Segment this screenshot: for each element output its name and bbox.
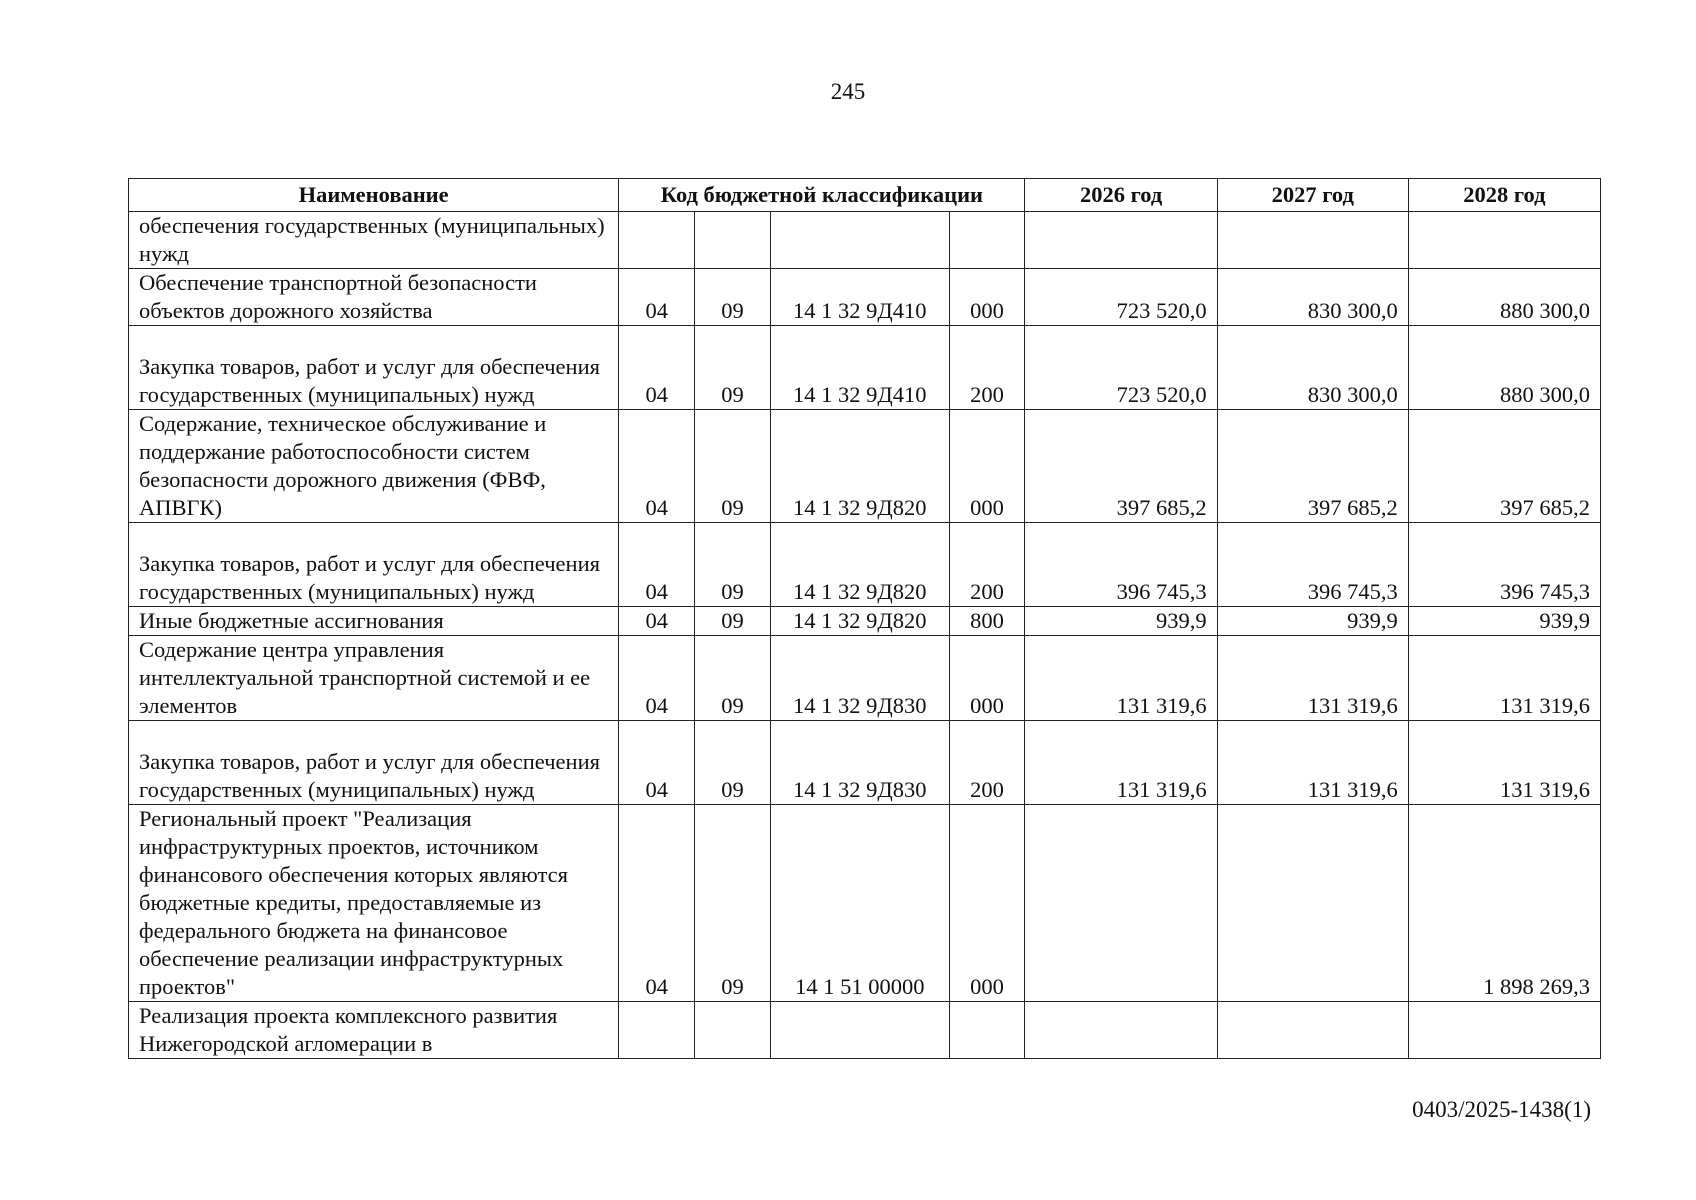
row-amount-2028: 131 319,6 <box>1408 721 1600 805</box>
page-number: 245 <box>830 79 866 104</box>
row-expense-type-code: 000 <box>949 805 1025 1002</box>
row-name: Закупка товаров, работ и услуг для обеспечения государственных (муниципальных) нужд <box>129 326 619 410</box>
document-number: 0403/2025-1438(1) <box>1412 1097 1591 1122</box>
row-amount-2026: 131 319,6 <box>1025 636 1217 721</box>
row-subsection-code: 09 <box>695 721 771 805</box>
row-target-code <box>770 212 949 269</box>
row-name: Реализация проекта комплексного развития Нижегородской агломерации в <box>129 1002 619 1059</box>
row-expense-type-code: 000 <box>949 269 1025 326</box>
row-amount-2028: 1 898 269,3 <box>1408 805 1600 1002</box>
row-amount-2026 <box>1025 805 1217 1002</box>
row-expense-type-code: 000 <box>949 636 1025 721</box>
row-name: Содержание центра управления интеллектуальной транспортной системой и ее элементов <box>129 636 619 721</box>
row-name: Региональный проект "Реализация инфраструктурных проектов, источником финансового обеспечения которых являются бюджетные кредиты, предоставляемые из федерального бюджета на финансовое обеспечение реализации инфраструктурных проектов" <box>129 805 619 1002</box>
row-target-code: 14 1 32 9Д820 <box>770 523 949 607</box>
table-row <box>129 410 1601 523</box>
header-name: Наименование <box>129 179 619 212</box>
row-expense-type-code: 200 <box>949 721 1025 805</box>
row-section-code: 04 <box>619 410 695 523</box>
row-name: Иные бюджетные ассигнования <box>129 607 619 636</box>
row-amount-2026: 131 319,6 <box>1025 721 1217 805</box>
row-amount-2028: 397 685,2 <box>1408 410 1600 523</box>
row-target-code: 14 1 32 9Д820 <box>770 410 949 523</box>
table-row <box>129 212 1601 269</box>
row-section-code: 04 <box>619 269 695 326</box>
table-row <box>129 523 1601 607</box>
row-expense-type-code <box>949 212 1025 269</box>
row-name: Закупка товаров, работ и услуг для обеспечения государственных (муниципальных) нужд <box>129 523 619 607</box>
header-code: Код бюджетной классификации <box>619 179 1025 212</box>
row-amount-2028 <box>1408 212 1600 269</box>
row-subsection-code: 09 <box>695 269 771 326</box>
row-target-code: 14 1 32 9Д830 <box>770 721 949 805</box>
row-amount-2028: 880 300,0 <box>1408 269 1600 326</box>
row-amount-2026: 396 745,3 <box>1025 523 1217 607</box>
row-amount-2026 <box>1025 1002 1217 1059</box>
row-amount-2027: 939,9 <box>1217 607 1408 636</box>
row-subsection-code: 09 <box>695 607 771 636</box>
row-amount-2027 <box>1217 212 1408 269</box>
row-subsection-code: 09 <box>695 523 771 607</box>
row-amount-2027 <box>1217 805 1408 1002</box>
row-section-code: 04 <box>619 721 695 805</box>
row-amount-2027: 396 745,3 <box>1217 523 1408 607</box>
row-amount-2026: 723 520,0 <box>1025 326 1217 410</box>
table-body <box>129 212 1601 1059</box>
row-expense-type-code <box>949 1002 1025 1059</box>
row-subsection-code <box>695 212 771 269</box>
table-row <box>129 721 1601 805</box>
row-amount-2028: 880 300,0 <box>1408 326 1600 410</box>
row-name: Закупка товаров, работ и услуг для обеспечения государственных (муниципальных) нужд <box>129 721 619 805</box>
row-expense-type-code: 200 <box>949 326 1025 410</box>
row-subsection-code <box>695 1002 771 1059</box>
row-expense-type-code: 000 <box>949 410 1025 523</box>
row-expense-type-code: 800 <box>949 607 1025 636</box>
table-header-row <box>129 179 1601 212</box>
row-target-code: 14 1 51 00000 <box>770 805 949 1002</box>
table-row <box>129 326 1601 410</box>
table-row <box>129 805 1601 1002</box>
row-amount-2028 <box>1408 1002 1600 1059</box>
row-target-code: 14 1 32 9Д820 <box>770 607 949 636</box>
header-2026: 2026 год <box>1025 179 1217 212</box>
row-section-code: 04 <box>619 805 695 1002</box>
table-row <box>129 636 1601 721</box>
table-row <box>129 269 1601 326</box>
header-2028: 2028 год <box>1408 179 1600 212</box>
row-amount-2026: 397 685,2 <box>1025 410 1217 523</box>
row-subsection-code: 09 <box>695 326 771 410</box>
row-subsection-code: 09 <box>695 636 771 721</box>
header-2027: 2027 год <box>1217 179 1408 212</box>
row-section-code: 04 <box>619 636 695 721</box>
table-row <box>129 1002 1601 1059</box>
row-name: Обеспечение транспортной безопасности объектов дорожного хозяйства <box>129 269 619 326</box>
row-target-code: 14 1 32 9Д410 <box>770 326 949 410</box>
row-amount-2028: 131 319,6 <box>1408 636 1600 721</box>
table-row <box>129 607 1601 636</box>
row-amount-2028: 939,9 <box>1408 607 1600 636</box>
row-amount-2026: 939,9 <box>1025 607 1217 636</box>
row-section-code <box>619 1002 695 1059</box>
row-target-code: 14 1 32 9Д830 <box>770 636 949 721</box>
row-expense-type-code: 200 <box>949 523 1025 607</box>
row-section-code: 04 <box>619 326 695 410</box>
row-subsection-code: 09 <box>695 805 771 1002</box>
row-name: Содержание, техническое обслуживание и поддержание работоспособности систем безопасности дорожного движения (ФВФ, АПВГК) <box>129 410 619 523</box>
row-amount-2026 <box>1025 212 1217 269</box>
row-amount-2027: 131 319,6 <box>1217 721 1408 805</box>
row-target-code: 14 1 32 9Д410 <box>770 269 949 326</box>
row-section-code: 04 <box>619 523 695 607</box>
row-target-code <box>770 1002 949 1059</box>
row-subsection-code: 09 <box>695 410 771 523</box>
row-name: обеспечения государственных (муниципальных) нужд <box>129 212 619 269</box>
row-amount-2027: 397 685,2 <box>1217 410 1408 523</box>
row-amount-2027 <box>1217 1002 1408 1059</box>
row-section-code: 04 <box>619 607 695 636</box>
row-amount-2026: 723 520,0 <box>1025 269 1217 326</box>
row-amount-2027: 131 319,6 <box>1217 636 1408 721</box>
budget-table <box>128 178 1601 1059</box>
row-amount-2027: 830 300,0 <box>1217 269 1408 326</box>
row-section-code <box>619 212 695 269</box>
row-amount-2027: 830 300,0 <box>1217 326 1408 410</box>
row-amount-2028: 396 745,3 <box>1408 523 1600 607</box>
